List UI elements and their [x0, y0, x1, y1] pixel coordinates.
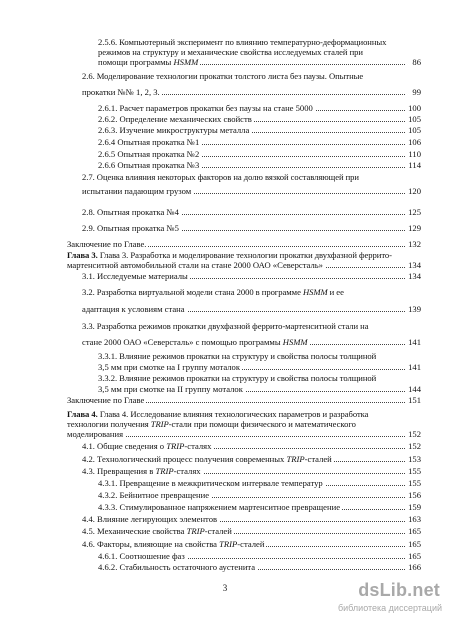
- toc-entry-title: 4.4. Влияние легирующих элементов: [82, 514, 218, 524]
- toc-entry-title: 4.3.1. Превращение в межкритическом интервале температур: [98, 478, 323, 488]
- toc-entry-chapter-4[interactable]: [67, 429, 421, 440]
- toc-entry-2-6[interactable]: [82, 87, 421, 98]
- toc-entry-title: 4.5. Механические свойства TRIP-сталей: [82, 526, 232, 536]
- toc-entry-2-5-6[interactable]: [98, 57, 421, 68]
- toc-entry-title: 4.6. Факторы, влияющие на свойства TRIP-сталей: [82, 539, 265, 549]
- toc-page-number: 139: [408, 304, 421, 314]
- toc-entry-title: 2.6.3. Изучение микроструктуры металла: [98, 125, 250, 135]
- toc-entry-3-3-2[interactable]: [98, 384, 421, 395]
- toc-entry-2-6-line1: 2.6. Моделирование технологии прокатки толстого листа без паузы. Опытные: [82, 71, 364, 81]
- toc-entry-2-6-6[interactable]: [98, 160, 421, 171]
- toc-entry-2-7-line2: испытании падающим грузом: [82, 186, 192, 196]
- toc-page-number: 152: [408, 429, 421, 439]
- toc-entry-3-3-1-line1: 3.3.1. Влияние режимов прокатки на структуру и свойства полосы толщиной: [98, 351, 377, 361]
- toc-entry-3-2-line1: 3.2. Разработка виртуальной модели стана 2000 в программе HSMM и ее: [82, 287, 344, 297]
- chapter-3-title: Глава 3. Разработка и моделирование технологии прокатки двухфазной феррито-: [99, 250, 392, 260]
- toc-entry-2-5-6-line2: режимов на структуру и механические свойства исследуемых сталей при: [98, 47, 363, 57]
- toc-page-number: 163: [408, 514, 421, 524]
- toc-entry-3-2[interactable]: [82, 304, 421, 315]
- toc-page-number: 165: [408, 526, 421, 536]
- toc-entry-title: 4.6.2. Стабильность остаточного аустенита: [98, 562, 256, 572]
- toc-page-number: 105: [408, 114, 421, 124]
- toc-entry-3-1[interactable]: [82, 271, 421, 282]
- toc-entry-title: 3.1. Исследуемые материалы: [82, 271, 188, 281]
- toc-entry-chapter-3-line2: мартенситной автомобильной стали на стане 2000 ОАО «Северсталь»: [67, 260, 323, 270]
- toc-page-number: 105: [408, 125, 421, 135]
- toc-page-number: 134: [408, 271, 421, 281]
- toc-entry-chapter-4-line1: [67, 409, 368, 419]
- toc-page-number: 110: [408, 149, 421, 159]
- toc-entry-title: Заключение по Главе.: [67, 239, 147, 249]
- toc-entry-3-3-1[interactable]: [98, 362, 421, 373]
- toc-page-number: 153: [408, 454, 421, 464]
- toc-page-number: 100: [408, 103, 421, 113]
- toc-entry-2-8[interactable]: [82, 207, 421, 218]
- toc-entry-chapter-4-line2: технологии получения TRIP-стали при помощи физического и математического: [67, 419, 356, 429]
- toc-entry-title: 4.3. Превращения в TRIP-сталях: [82, 466, 201, 476]
- toc-page-number: 156: [408, 490, 421, 500]
- chapter-label: Глава 3.: [67, 250, 98, 260]
- toc-page-number: 159: [408, 502, 421, 512]
- toc-entry-title: 2.9. Опытная прокатка №5: [82, 223, 179, 233]
- toc-entry-chapter-3-line1: [67, 250, 392, 260]
- toc-entry-3-3[interactable]: [82, 337, 421, 348]
- toc-entry-4-6-2[interactable]: [98, 562, 421, 573]
- toc-entry-4-3-3[interactable]: [98, 502, 421, 513]
- toc-page-number: 99: [412, 87, 421, 97]
- toc-entry-4-6[interactable]: [82, 539, 421, 550]
- toc-entry-2-7-line1: 2.7. Оценка влияния некоторых факторов на долю вязкой составляющей при: [82, 172, 359, 182]
- toc-entry-2-5-6-line3: помощи программы HSMM: [98, 57, 199, 67]
- toc-entry-title: 4.6.1. Соотношение фаз: [98, 551, 185, 561]
- toc-entry-4-4[interactable]: [82, 514, 421, 525]
- toc-entry-2-6-line2: прокатки №№ 1, 2, 3.: [82, 87, 160, 97]
- toc-page-number: 129: [408, 223, 421, 233]
- toc-entry-4-3-2[interactable]: [98, 490, 421, 501]
- watermark-subtitle: библиотека диссертаций: [337, 603, 442, 613]
- toc-entry-title: 4.3.3. Стимулированное напряжением мартенситное превращение: [98, 502, 341, 512]
- toc-entry-2-9[interactable]: [82, 223, 421, 234]
- toc-page-number: 144: [408, 384, 421, 394]
- toc-entry-3-3-1-line2: 3,5 мм при смотке на I группу моталок: [98, 362, 241, 372]
- toc-entry-2-5-6-line1: 2.5.6. Компьютерный эксперимент по влиянию температурно-деформационных: [98, 37, 387, 47]
- toc-page-number: 155: [408, 478, 421, 488]
- toc-page-number: 132: [408, 239, 421, 249]
- toc-entry-title: 2.6.5 Опытная прокатка №2: [98, 149, 200, 159]
- toc-page-number: 120: [408, 186, 421, 196]
- toc-page-number: 141: [408, 337, 421, 347]
- watermark: [337, 580, 448, 616]
- toc-page-number: 125: [408, 207, 421, 217]
- toc-entry-3-3-line1: 3.3. Разработка режимов прокатки двухфазной феррито-мартенситной стали на: [82, 321, 369, 331]
- toc-entry-2-6-4[interactable]: [98, 137, 421, 148]
- toc-page-number: 106: [408, 137, 421, 147]
- toc-entry-2-7[interactable]: [82, 186, 421, 197]
- toc-entry-3-3-line2: стане 2000 ОАО «Северсталь» с помощью программы HSMM: [82, 337, 308, 347]
- toc-page-number: 166: [408, 562, 421, 572]
- toc-page-number: 134: [408, 260, 421, 270]
- toc-page-number: 86: [412, 57, 421, 67]
- toc-entry-title: 2.6.4 Опытная прокатка №1: [98, 137, 200, 147]
- toc-page-number: 114: [408, 160, 421, 170]
- toc-entry-title: 4.1. Общие сведения о TRIP-сталях: [82, 441, 212, 451]
- toc-page-number: 151: [408, 395, 421, 405]
- toc-entry-chapter-4-line3: моделирования: [67, 429, 124, 439]
- chapter-label: Глава 4.: [67, 409, 98, 419]
- toc-entry-conclusion-ch3[interactable]: [67, 395, 421, 406]
- toc-entry-chapter-3[interactable]: [67, 260, 421, 271]
- toc-entry-2-6-1[interactable]: [98, 103, 421, 114]
- chapter-4-title: Глава 4. Исследование влияния технологических параметров и разработка: [99, 409, 369, 419]
- toc-entry-conclusion-ch2[interactable]: [67, 239, 421, 250]
- toc-page-number: 141: [408, 362, 421, 372]
- toc-entry-3-3-2-line2: 3,5 мм при смотке на II группу моталок: [98, 384, 243, 394]
- toc-entry-4-3[interactable]: [82, 466, 421, 477]
- toc-entry-4-5[interactable]: [82, 526, 421, 537]
- toc-page-number: 165: [408, 539, 421, 549]
- toc-page-number: 165: [408, 551, 421, 561]
- toc-entry-title: 2.6.6 Опытная прокатка №3: [98, 160, 200, 170]
- watermark-logo: dsLib.net: [358, 580, 440, 600]
- toc-entry-3-3-2-line1: 3.3.2. Влияние режимов прокатки на структуру и свойства полосы толщиной: [98, 373, 377, 383]
- toc-entry-title: Заключение по Главе: [67, 395, 145, 405]
- toc-page-number: 155: [408, 466, 421, 476]
- toc-entry-2-6-2[interactable]: [98, 114, 421, 125]
- page-number: 3: [222, 583, 228, 593]
- toc-entry-2-6-5[interactable]: [98, 149, 421, 160]
- toc-entry-title: 2.6.2. Определение механических свойств: [98, 114, 252, 124]
- toc-entry-title: 2.8. Опытная прокатка №4: [82, 207, 179, 217]
- toc-entry-title: 4.3.2. Бейнитное превращение: [98, 490, 210, 500]
- toc-page-number: 152: [408, 441, 421, 451]
- toc-entry-3-2-line2: адаптация к условиям стана: [82, 304, 185, 314]
- toc-entry-4-2[interactable]: [82, 454, 421, 465]
- toc-entry-2-6-3[interactable]: [98, 125, 421, 136]
- toc-entry-title: 4.2. Технологический процесс получения современных TRIP-сталей: [82, 454, 332, 464]
- toc-entry-4-6-1[interactable]: [98, 551, 421, 562]
- toc-entry-title: 2.6.1. Расчет параметров прокатки без паузы на стане 5000: [98, 103, 313, 113]
- toc-entry-4-3-1[interactable]: [98, 478, 421, 489]
- toc-entry-4-1[interactable]: [82, 441, 421, 452]
